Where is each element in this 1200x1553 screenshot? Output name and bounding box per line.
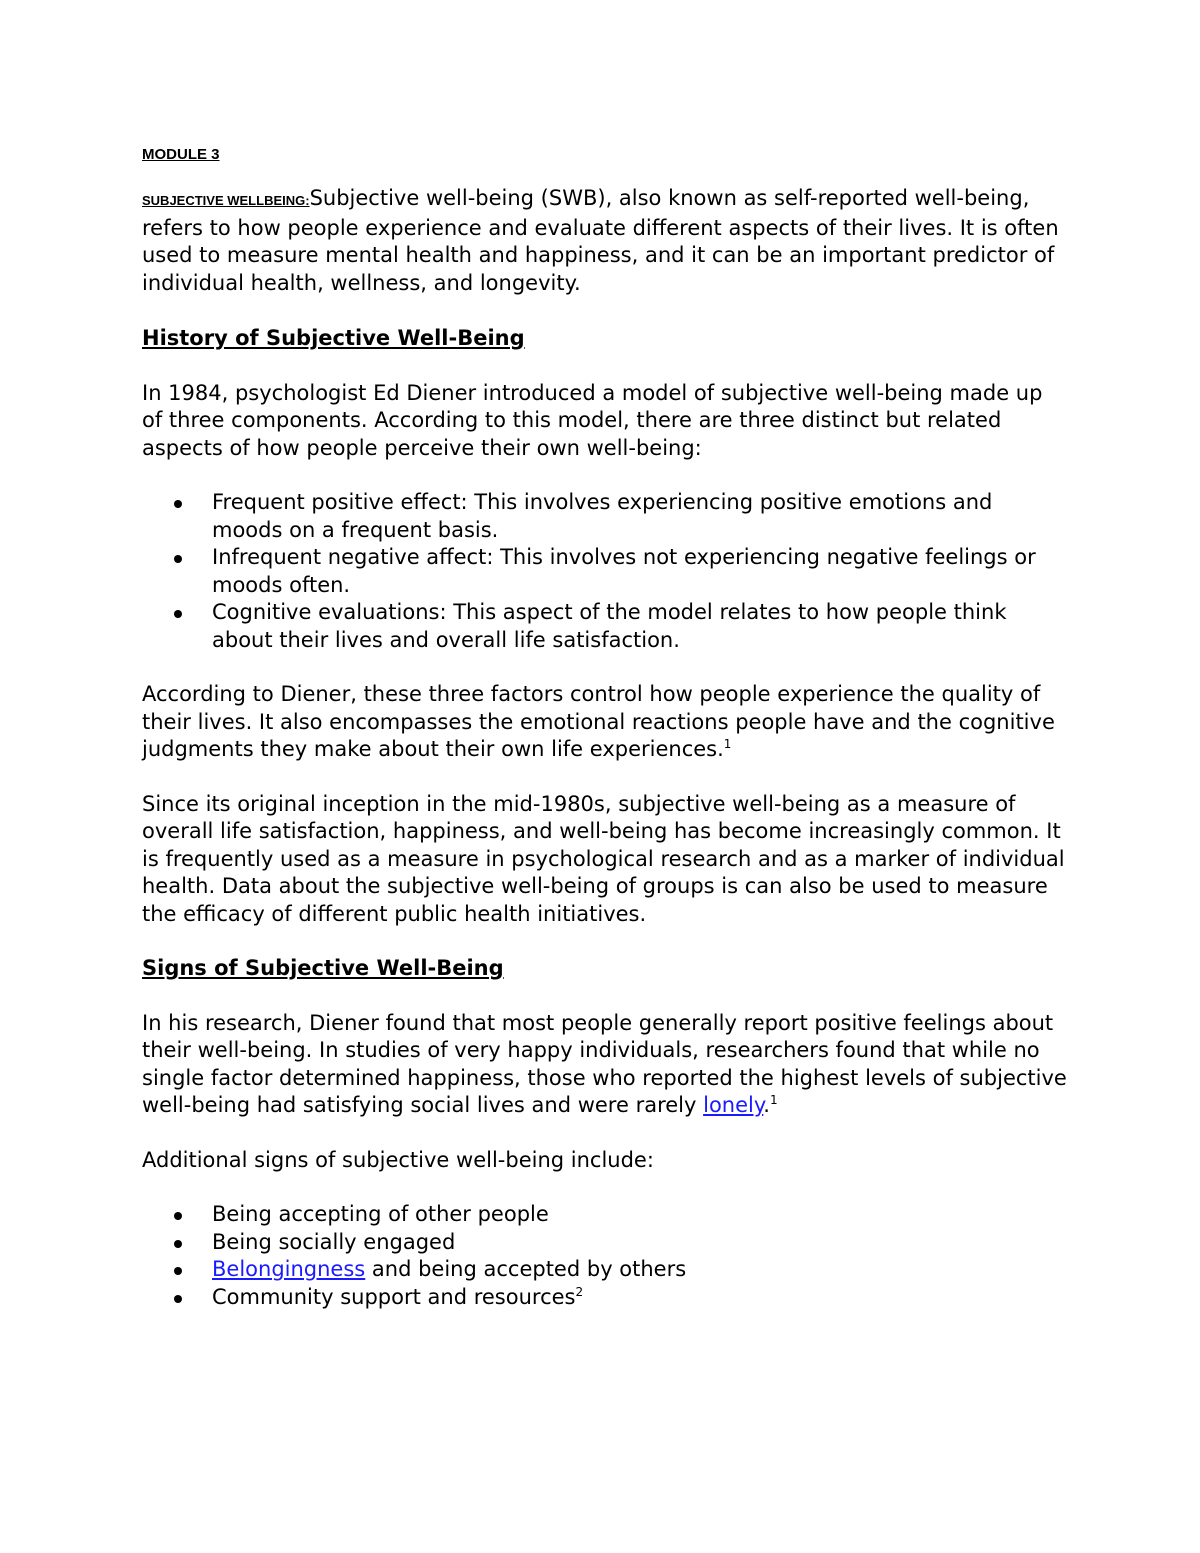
history-heading: History of Subjective Well-Being	[142, 326, 525, 350]
history-paragraph-2	[142, 681, 1067, 764]
signs-heading: Signs of Subjective Well-Being	[142, 956, 504, 980]
list-item	[142, 599, 1067, 654]
intro-paragraph	[142, 185, 1067, 297]
document-content	[142, 144, 1067, 1338]
list-item	[142, 1229, 1067, 1257]
signs-paragraph-1-text: In his research, Diener found that most people generally report positive feelings about their well-being. In studies of very happy individuals, researchers found that while no single factor determined happiness, those who reported the highest levels of subjective well-being had satisfying social lives and were rarely	[142, 1010, 1067, 1117]
signs-paragraph-1	[142, 1010, 1067, 1120]
bullet-icon	[174, 1212, 182, 1220]
bullet-icon	[174, 555, 182, 563]
bullet-icon	[174, 1267, 182, 1275]
footnote-ref: 1	[769, 1093, 778, 1107]
signs-bullet-list	[142, 1201, 1067, 1311]
list-item-text: and being accepted by others	[365, 1257, 687, 1281]
period: .	[763, 1093, 770, 1117]
list-item-text: Community support and resources	[212, 1284, 576, 1309]
intro-text: Subjective well-being (SWB), also known as self-reported well-being, refers to how people experience and evaluate different aspects of their lives. It is often used to measure mental health and happiness, and it can be an important predictor of individual health, wellness, and longevity.	[142, 186, 1059, 295]
bullet-icon	[174, 1295, 182, 1303]
list-item-text: Being accepting of other people	[212, 1202, 549, 1226]
bullet-icon	[174, 1240, 182, 1248]
signs-paragraph-2: Additional signs of subjective well-being include:	[142, 1147, 654, 1172]
footnote-ref: 1	[723, 737, 732, 751]
list-item	[142, 544, 1067, 599]
list-item-text: Frequent positive effect: This involves experiencing positive emotions and moods on a frequent basis.	[212, 490, 993, 542]
list-item	[142, 1284, 1067, 1312]
bullet-icon	[174, 500, 182, 508]
belongingness-link[interactable]: Belongingness	[212, 1257, 366, 1281]
module-title: MODULE 3	[142, 146, 220, 163]
history-paragraph-3: Since its original inception in the mid-1980s, subjective well-being as a measure of overall life satisfaction, happiness, and well-being has become increasingly common. It is frequently used as a measure in psychological research and as a marker of individual health. Data about the subjective well-being of groups is can also be used to measure the efficacy of different public health initiatives.	[142, 791, 1065, 926]
history-paragraph-2-text: According to Diener, these three factors control how people experience the quality of their lives. It also encompasses the emotional reactions people have and the cognitive judgments they make about their own life experiences.	[142, 682, 1055, 761]
history-paragraph-1: In 1984, psychologist Ed Diener introduced a model of subjective well-being made up of three components. According to this model, there are three distinct but related aspects of how people perceive their own well-being:	[142, 380, 1043, 460]
list-item	[142, 1256, 1067, 1284]
footnote-ref: 2	[575, 1284, 584, 1299]
list-item-text: Cognitive evaluations: This aspect of the model relates to how people think about their lives and overall life satisfaction.	[212, 600, 1007, 652]
lonely-link[interactable]: lonely	[703, 1093, 764, 1117]
list-item	[142, 1201, 1067, 1229]
bullet-icon	[174, 610, 182, 618]
history-bullet-list	[142, 489, 1067, 654]
list-item-text: Being socially engaged	[212, 1229, 456, 1254]
list-item-text: Infrequent negative affect: This involves not experiencing negative feelings or moods often.	[212, 545, 1036, 597]
list-item	[142, 489, 1067, 544]
intro-label: SUBJECTIVE WELLBEING:	[142, 193, 310, 208]
